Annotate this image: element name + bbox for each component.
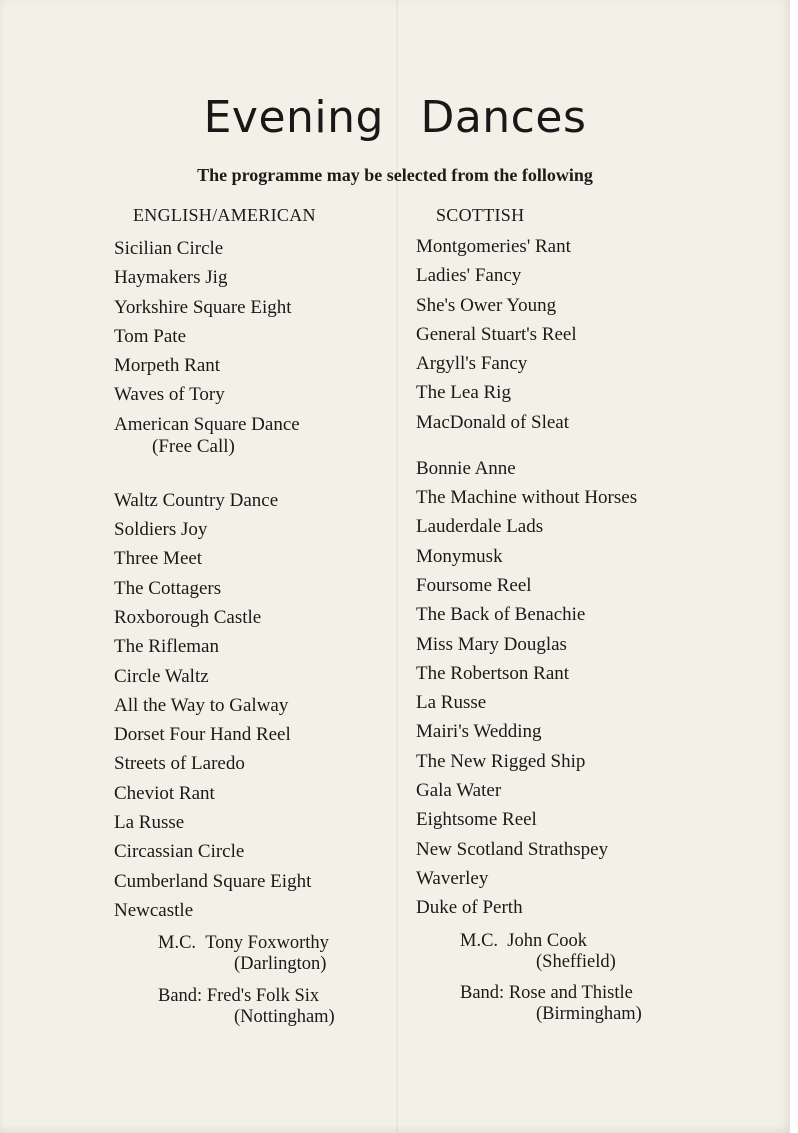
- dance-item: The Machine without Horses: [416, 487, 638, 509]
- english-band-credit: [158, 986, 335, 1028]
- dance-item: The Back of Benachie: [416, 604, 586, 626]
- scottish-dance-list: [416, 236, 637, 927]
- dance-item: Tom Pate: [114, 325, 187, 347]
- dance-item: Montgomeries' Rant: [416, 236, 571, 257]
- dance-item: Dorset Four Hand Reel: [114, 724, 291, 746]
- dance-item: The Cottagers: [114, 577, 222, 599]
- dance-item: Three Meet: [114, 548, 203, 570]
- dance-item: Foursome Reel: [416, 574, 532, 596]
- dance-item: The Robertson Rant: [416, 662, 570, 684]
- dance-item: Eightsome Reel: [416, 809, 537, 831]
- mc-place: (Darlington): [234, 954, 327, 974]
- dance-item: The New Rigged Ship: [416, 750, 586, 772]
- mc-name: Tony Foxworthy: [205, 933, 329, 953]
- dance-item: Duke of Perth: [416, 897, 523, 919]
- scottish-heading: SCOTTISH: [436, 205, 525, 225]
- dance-item: Haymakers Jig: [114, 267, 228, 289]
- english-american-dance-list: [114, 238, 311, 929]
- page-title: Evening Dances: [203, 92, 587, 143]
- dance-item: Roxborough Castle: [114, 606, 262, 628]
- dance-item: La Russe: [416, 692, 487, 714]
- dance-name: American Square Dance: [114, 413, 300, 435]
- dance-item: Circle Waltz: [114, 665, 209, 687]
- band-label: Band:: [158, 986, 203, 1006]
- dance-item: [114, 414, 311, 490]
- band-label: Band:: [460, 983, 505, 1003]
- mc-label: M.C.: [158, 933, 197, 953]
- band-name: Rose and Thistle: [508, 983, 633, 1003]
- dance-item: Waves of Tory: [114, 384, 225, 406]
- dance-item: Circassian Circle: [114, 841, 245, 863]
- dance-item: General Stuart's Reel: [416, 323, 577, 345]
- dance-item: Argyll's Fancy: [416, 353, 528, 375]
- mc-place: (Sheffield): [536, 952, 616, 972]
- english-american-heading: ENGLISH/AMERICAN: [133, 205, 316, 225]
- dance-item: The Rifleman: [114, 636, 219, 658]
- dance-item: New Scotland Strathspey: [416, 838, 609, 860]
- scottish-band-credit: [460, 983, 642, 1025]
- dance-item: Streets of Laredo: [114, 753, 245, 775]
- band-name: Fred's Folk Six: [206, 986, 320, 1006]
- dance-item: Lauderdale Lads: [416, 516, 544, 538]
- dance-item: Soldiers Joy: [114, 519, 208, 541]
- dance-item: Mairi's Wedding: [416, 721, 542, 743]
- page-margin: [790, 0, 798, 1133]
- dance-item: Miss Mary Douglas: [416, 633, 567, 655]
- mc-label: M.C.: [460, 931, 499, 951]
- dance-item: La Russe: [114, 812, 185, 834]
- dance-item: She's Ower Young: [416, 294, 557, 316]
- dance-item: Monymusk: [416, 545, 503, 567]
- mc-name: John Cook: [507, 931, 587, 951]
- dance-item: Morpeth Rant: [114, 355, 221, 377]
- dance-item: Sicilian Circle: [114, 238, 224, 259]
- scottish-mc-credit: [460, 931, 616, 973]
- dance-item: All the Way to Galway: [114, 694, 289, 716]
- dance-item: Ladies' Fancy: [416, 265, 522, 287]
- dance-item: Bonnie Anne: [416, 457, 516, 479]
- dance-item: Gala Water: [416, 780, 502, 802]
- page-subtitle: The programme may be selected from the following: [197, 165, 593, 185]
- dance-item: Cheviot Rant: [114, 782, 215, 804]
- dance-item: Newcastle: [114, 899, 194, 921]
- dance-item: Waverley: [416, 867, 489, 889]
- dance-item: Waltz Country Dance: [114, 489, 279, 511]
- dance-item: MacDonald of Sleat: [416, 411, 570, 433]
- dance-note: (Free Call): [152, 435, 235, 457]
- dance-item: Cumberland Square Eight: [114, 870, 312, 892]
- band-place: (Nottingham): [234, 1007, 335, 1027]
- english-mc-credit: [158, 933, 329, 975]
- dance-item: Yorkshire Square Eight: [114, 296, 292, 318]
- band-place: (Birmingham): [536, 1004, 642, 1024]
- dance-item: The Lea Rig: [416, 382, 511, 404]
